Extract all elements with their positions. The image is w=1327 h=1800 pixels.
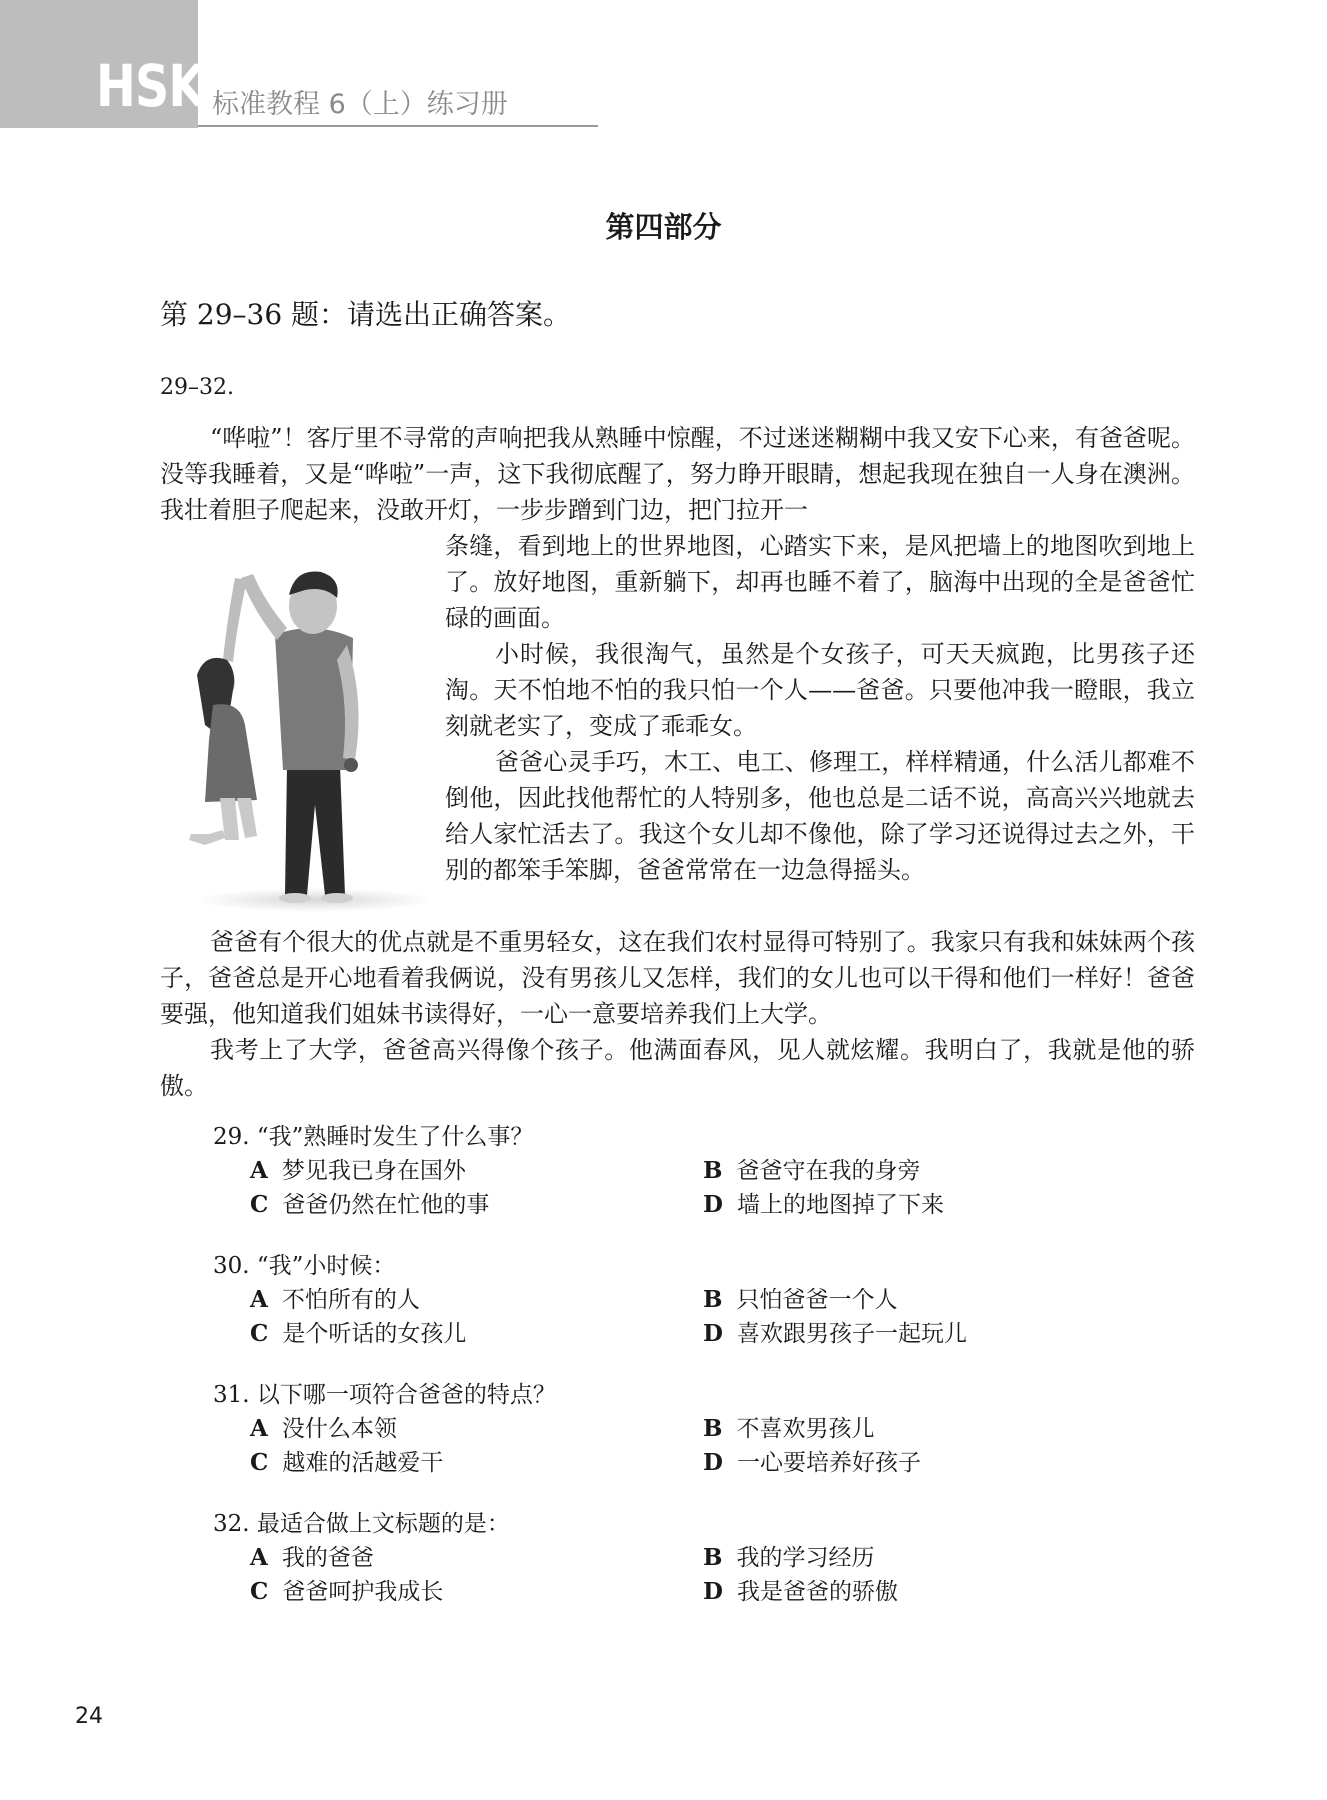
header-rule <box>198 125 598 127</box>
header-subtitle: 标准教程 6（上）练习册 <box>212 89 508 120</box>
option-c[interactable]: C 是个听话的女孩儿 <box>250 1320 467 1347</box>
option-d[interactable]: D 喜欢跟男孩子一起玩儿 <box>703 1320 967 1347</box>
instructions: 第 29–36 题：请选出正确答案。 <box>160 298 572 331</box>
father-daughter-photo <box>165 540 440 915</box>
option-d[interactable]: D 我是爸爸的骄傲 <box>703 1578 898 1605</box>
question-text: 31. 以下哪一项符合爸爸的特点？ <box>213 1382 556 1408</box>
option-d[interactable]: D 墙上的地图掉了下来 <box>703 1191 944 1218</box>
passage-paragraph-1: “哗啦”！客厅里不寻常的声响把我从熟睡中惊醒，不过迷迷糊糊中我又安下心来，有爸爸呢。没等我睡着，又是“哗啦”一声，这下我彻底醒了，努力睁开眼睛，想起我现在独自一人身在澳洲。我壮着胆子爬起来，没敢开灯，一步步蹭到门边，把门拉开一 <box>160 424 1195 524</box>
passage-paragraph-5: 我考上了大学，爸爸高兴得像个孩子。他满面春风，见人就炫耀。我明白了，我就是他的骄傲。 <box>160 1036 1195 1100</box>
option-c[interactable]: C 爸爸仍然在忙他的事 <box>250 1191 490 1218</box>
option-c[interactable]: C 爸爸呵护我成长 <box>250 1578 444 1605</box>
passage-paragraph-3: 爸爸心灵手巧，木工、电工、修理工，样样精通，什么活儿都难不倒他，因此找他帮忙的人特别多，他也总是二话不说，高高兴兴地就去给人家忙活去了。我这个女儿却不像他，除了学习还说得过去之外，干别的都笨手笨脚，爸爸常常在一边急得摇头。 <box>445 748 1195 884</box>
option-d[interactable]: D 一心要培养好孩子 <box>703 1449 921 1476</box>
passage-paragraph-4: 爸爸有个很大的优点就是不重男轻女，这在我们农村显得可特别了。我家只有我和妹妹两个孩子，爸爸总是开心地看着我俩说，没有男孩儿又怎样，我们的女儿也可以干得和他们一样好！爸爸要强，他知道我们姐妹书读得好，一心一意要培养我们上大学。 <box>160 928 1195 1028</box>
option-c[interactable]: C 越难的活越爱干 <box>250 1449 444 1476</box>
question-range-label: 29–32. <box>160 375 234 400</box>
question-text: 32. 最适合做上文标题的是： <box>213 1511 510 1537</box>
passage-paragraph-2: 小时候，我很淘气，虽然是个女孩子，可天天疯跑，比男孩子还淘。天不怕地不怕的我只怕一个人——爸爸。只要他冲我一瞪眼，我立刻就老实了，变成了乖乖女。 <box>445 640 1195 740</box>
section-title: 第四部分 <box>605 210 722 244</box>
header-brand-block <box>0 0 205 128</box>
question-text: 30. “我”小时候： <box>213 1253 396 1279</box>
page-number: 24 <box>75 1704 103 1729</box>
option-a[interactable]: A 梦见我已身在国外 <box>250 1157 466 1184</box>
header-brand: HSK <box>96 52 205 120</box>
option-a[interactable]: A 不怕所有的人 <box>250 1286 420 1313</box>
option-a[interactable]: A 没什么本领 <box>250 1415 397 1442</box>
option-a[interactable]: A 我的爸爸 <box>250 1544 374 1571</box>
option-b[interactable]: B 不喜欢男孩儿 <box>703 1415 875 1442</box>
option-b[interactable]: B 我的学习经历 <box>703 1544 875 1571</box>
passage-paragraph-1-continued: 条缝，看到地上的世界地图，心踏实下来，是风把墙上的地图吹到地上了。放好地图，重新躺下，却再也睡不着了，脑海中出现的全是爸爸忙碌的画面。 <box>445 532 1195 632</box>
question-text: 29. “我”熟睡时发生了什么事？ <box>213 1124 534 1150</box>
option-b[interactable]: B 只怕爸爸一个人 <box>703 1286 898 1313</box>
option-b[interactable]: B 爸爸守在我的身旁 <box>703 1157 921 1184</box>
